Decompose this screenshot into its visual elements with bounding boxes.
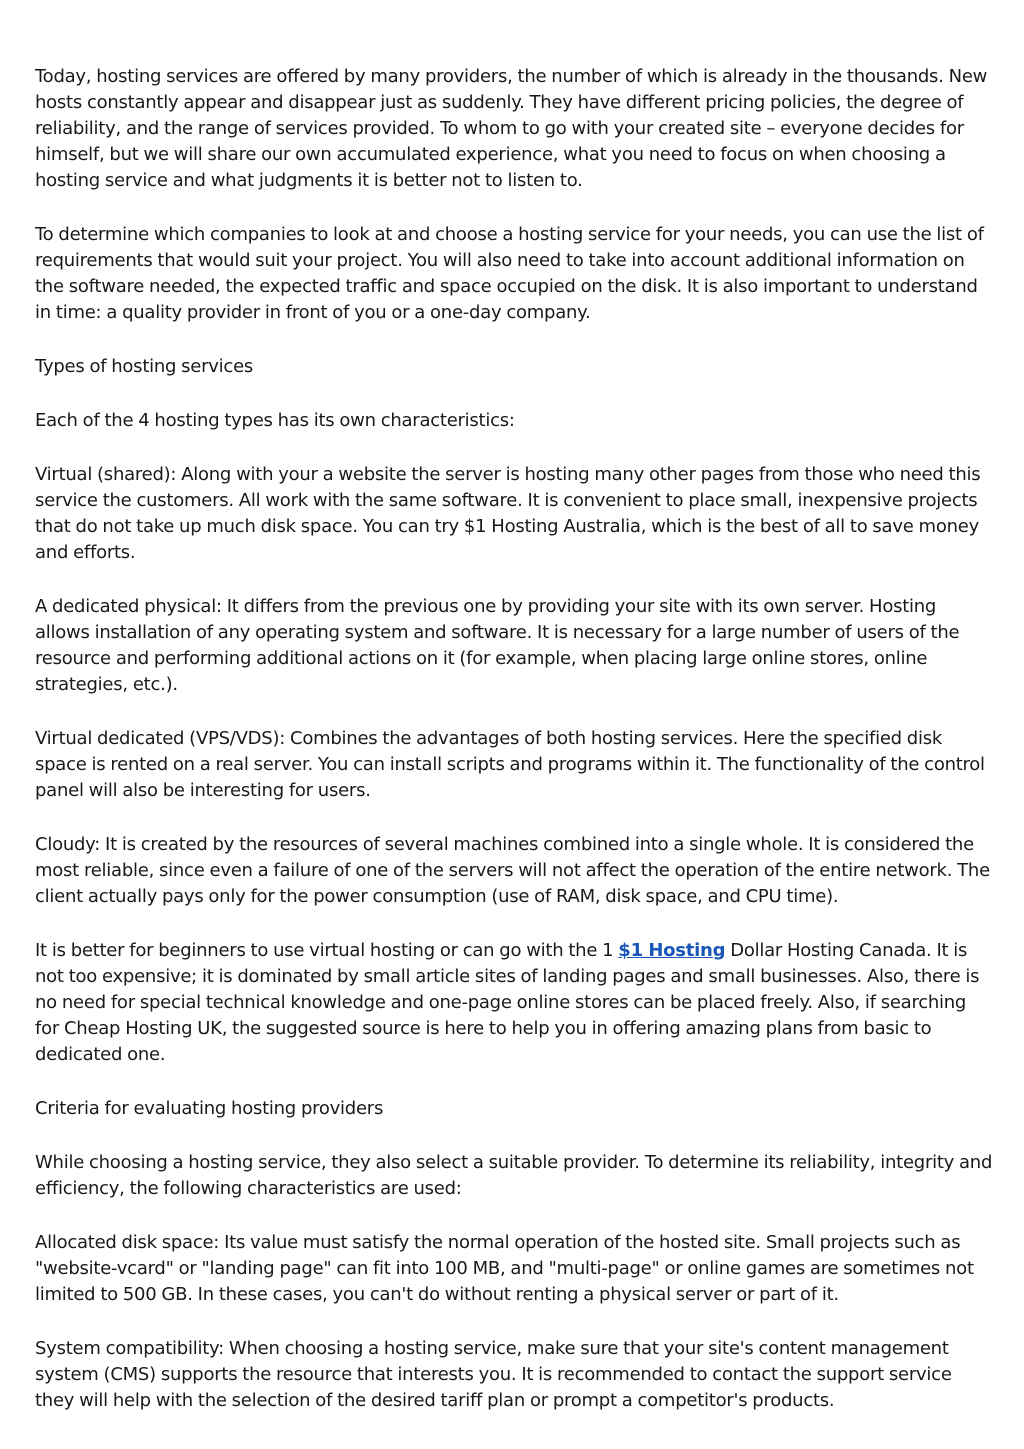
beginners-paragraph xyxy=(35,938,995,1068)
section-heading-types: Types of hosting services xyxy=(35,356,254,377)
virtual-shared-paragraph: Virtual (shared): Along with your a website the server is hosting many other pages from those who need this service the customers. All work with the same software. It is convenient to place small, inexpensive projects that do not take up much disk space. You can try $1 Hosting Australia, which is the best of all to save money and efforts. xyxy=(35,464,981,563)
beginners-text-after: Dollar Hosting Canada. It is not too expensive; it is dominated by small article sites of landing pages and small businesses. Also, there is no need for special technical knowledge and one-page online stores can be placed freely. Also, if searching for Cheap Hosting UK, the suggested source is here to help you in offering amazing plans from basic to dedicated one. xyxy=(35,940,980,1065)
one-dollar-hosting-link[interactable]: $1 Hosting xyxy=(618,940,726,961)
document-page xyxy=(35,64,995,1442)
requirements-paragraph: To determine which companies to look at and choose a hosting service for your needs, you can use the list of requirements that would suit your project. You will also need to take into account additional information on the software needed, the expected traffic and space occupied on the disk. It is also important to understand in time: a quality provider in front of you or a one-day company. xyxy=(35,224,984,323)
dedicated-physical-paragraph: A dedicated physical: It differs from the previous one by providing your site with its own server. Hosting allows installation of any operating system and software. It is necessary for a large number of users of the resource and performing additional actions on it (for example, when placing large online stores, online strategies, etc.). xyxy=(35,596,960,695)
vps-vds-paragraph: Virtual dedicated (VPS/VDS): Combines the advantages of both hosting services. Here the specified disk space is rented on a real server. You can install scripts and programs within it. The functionality of the control panel will also be interesting for users. xyxy=(35,728,985,801)
types-intro-paragraph: Each of the 4 hosting types has its own characteristics: xyxy=(35,410,515,431)
section-heading-criteria: Criteria for evaluating hosting providers xyxy=(35,1098,384,1119)
system-compatibility-paragraph: System compatibility: When choosing a hosting service, make sure that your site's content management system (CMS) supports the resource that interests you. It is recommended to contact the support service they will help with the selection of the desired tariff plan or prompt a competitor's products. xyxy=(35,1338,952,1411)
disk-space-paragraph: Allocated disk space: Its value must satisfy the normal operation of the hosted site. Small projects such as "website-vcard" or "landing page" can fit into 100 MB, and "multi-page" or online games are sometimes not limited to 500 GB. In these cases, you can't do without renting a physical server or part of it. xyxy=(35,1232,974,1305)
beginners-text-before: It is better for beginners to use virtual hosting or can go with the 1 xyxy=(35,940,619,961)
provider-selection-paragraph: While choosing a hosting service, they also select a suitable provider. To determine its reliability, integrity and efficiency, the following characteristics are used: xyxy=(35,1152,993,1199)
intro-paragraph: Today, hosting services are offered by many providers, the number of which is already in the thousands. New hosts constantly appear and disappear just as suddenly. They have different pricing policies, the degree of reliability, and the range of services provided. To whom to go with your created site – everyone decides for himself, but we will share our own accumulated experience, what you need to focus on when choosing a hosting service and what judgments it is better not to listen to. xyxy=(35,66,988,191)
cloudy-paragraph: Cloudy: It is created by the resources of several machines combined into a single whole. It is considered the most reliable, since even a failure of one of the servers will not affect the operation of the entire network. The client actually pays only for the power consumption (use of RAM, disk space, and CPU time). xyxy=(35,834,990,907)
